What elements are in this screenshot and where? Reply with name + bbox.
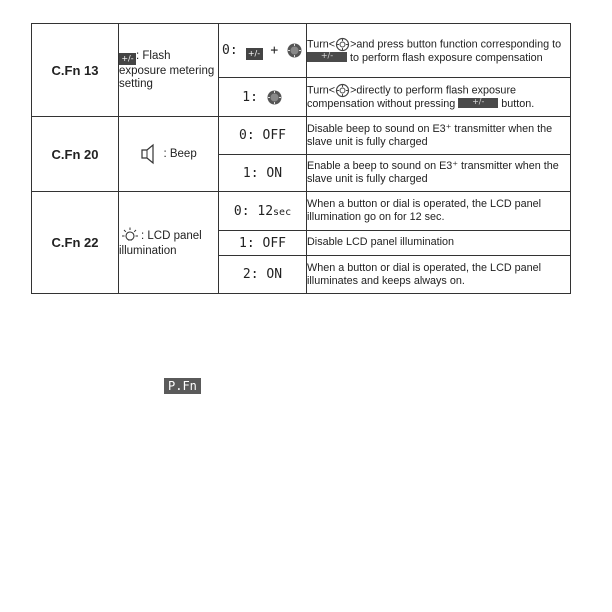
description-cell [307, 78, 571, 117]
table-row [32, 117, 571, 155]
description-text: Turn< [307, 38, 336, 51]
function-name-cell [119, 192, 219, 294]
setting-cell: 0: OFF [219, 117, 307, 155]
description-text: to perform flash exposure compensation [350, 51, 543, 64]
description-cell: Enable a beep to sound on E3⁺ transmitter when the slave unit is fully charged [307, 155, 571, 192]
description-text: Turn< [307, 84, 336, 97]
setting-value: 1: [242, 89, 258, 105]
select-dial-icon [266, 89, 283, 106]
setting-cell: 1: OFF [219, 231, 307, 256]
function-name: : LCD panel illumination [119, 230, 202, 257]
select-dial-icon [286, 42, 303, 59]
flash-exposure-compensation-button-icon [458, 98, 498, 108]
description-text: >directly to perform flash exposure compensation without pressing [307, 84, 517, 111]
description-cell: When a button or dial is operated, the LCD panel illuminates and keeps always on. [307, 256, 571, 294]
function-name-cell [119, 24, 219, 117]
setting-cell [219, 78, 307, 117]
table-row [32, 24, 571, 78]
setting-value: 0: 12 [233, 203, 274, 219]
table-row [32, 192, 571, 231]
function-name: : Flash exposure metering setting [119, 49, 215, 90]
function-code: C.Fn 22 [32, 192, 119, 294]
flash-exposure-compensation-button-icon [307, 52, 347, 62]
function-code: C.Fn 20 [32, 117, 119, 192]
custom-function-table [31, 23, 571, 294]
description-cell: When a button or dial is operated, the LCD panel illumination go on for 12 sec. [307, 192, 571, 231]
setting-value: 0: [222, 42, 238, 58]
speaker-icon [140, 143, 160, 165]
setting-cell [219, 24, 307, 78]
function-name-cell [119, 117, 219, 192]
description-cell [307, 24, 571, 78]
function-name: : Beep [163, 148, 197, 161]
setting-unit: sec [273, 206, 292, 218]
select-dial-icon [335, 83, 350, 98]
setting-cell: 2: ON [219, 256, 307, 294]
personal-function-label: P.Fn [164, 378, 201, 394]
flash-exposure-compensation-icon: +/- [119, 53, 136, 65]
plus-sign: + [270, 42, 279, 58]
flash-exposure-compensation-icon: +/- [246, 48, 263, 60]
description-cell: Disable LCD panel illumination [307, 231, 571, 256]
setting-cell: 1: ON [219, 155, 307, 192]
function-code: C.Fn 13 [32, 24, 119, 117]
description-text: button. [501, 98, 535, 111]
description-text: >and press button function corresponding to [350, 38, 562, 51]
lamp-icon [119, 227, 141, 245]
setting-cell [219, 192, 307, 231]
description-cell: Disable beep to sound on E3⁺ transmitter when the slave unit is fully charged [307, 117, 571, 155]
